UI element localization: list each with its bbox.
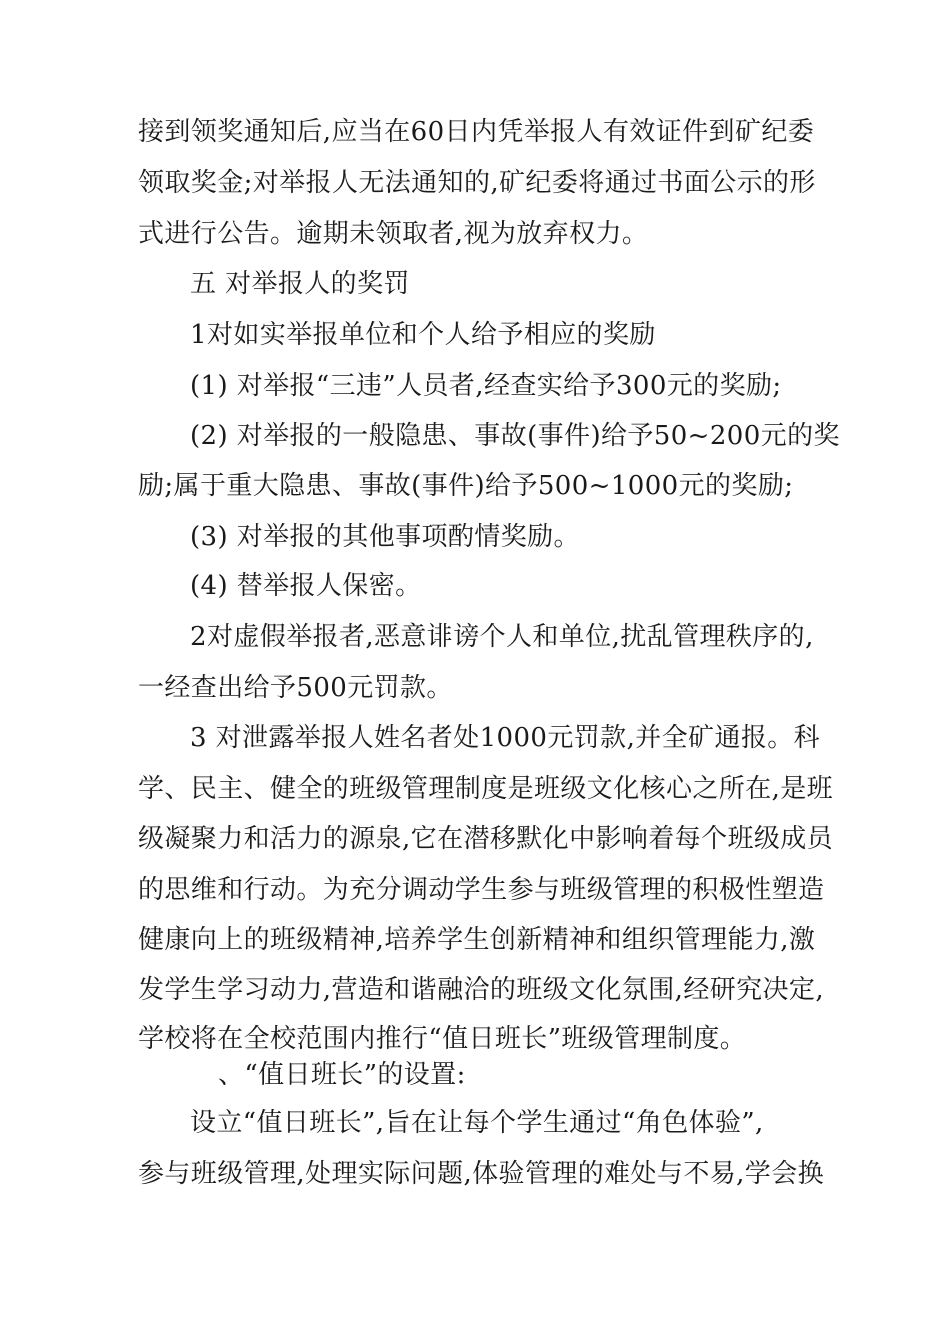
text-line: 1对如实举报单位和个人给予相应的奖励	[190, 320, 656, 350]
text-line: 的思维和行动。为充分调动学生参与班级管理的积极性塑造	[138, 875, 825, 905]
text-line: 发学生学习动力,营造和谐融洽的班级文化氛围,经研究决定,	[138, 975, 824, 1005]
list-item: (4) 替举报人保密。	[190, 571, 422, 601]
section-heading: 五 对举报人的奖罚	[190, 269, 410, 299]
text-line: 一经查出给予500元罚款。	[138, 673, 453, 703]
text-line: 式进行公告。逾期未领取者,视为放弃权力。	[138, 219, 649, 249]
text-line: 接到领奖通知后,应当在60日内凭举报人有效证件到矿纪委	[138, 117, 815, 147]
section-heading: 、“值日班长”的设置:	[218, 1060, 466, 1090]
text-line: 学、民主、健全的班级管理制度是班级文化核心之所在,是班	[138, 774, 834, 804]
text-line: 健康向上的班级精神,培养学生创新精神和组织管理能力,激	[138, 925, 816, 955]
text-line: 级凝聚力和活力的源泉,它在潜移默化中影响着每个班级成员	[138, 824, 834, 854]
text-line: 学校将在全校范围内推行“值日班长”班级管理制度。	[138, 1024, 747, 1054]
text-line: 领取奖金;对举报人无法通知的,矿纪委将通过书面公示的形	[138, 168, 816, 198]
text-line: 参与班级管理,处理实际问题,体验管理的难处与不易,学会换	[138, 1159, 824, 1189]
list-item: (2) 对举报的一般隐患、事故(事件)给予50~200元的奖	[190, 421, 840, 451]
list-item: (1) 对举报“三违”人员者,经查实给予300元的奖励;	[190, 371, 782, 401]
list-item: (3) 对举报的其他事项酌情奖励。	[190, 522, 580, 552]
text-line: 2对虚假举报者,恶意诽谤个人和单位,扰乱管理秩序的,	[190, 622, 814, 652]
text-line: 3 对泄露举报人姓名者处1000元罚款,并全矿通报。科	[190, 723, 821, 753]
text-line: 励;属于重大隐患、事故(事件)给予500~1000元的奖励;	[138, 471, 794, 501]
text-line: 设立“值日班长”,旨在让每个学生通过“角色体验”,	[190, 1108, 764, 1138]
